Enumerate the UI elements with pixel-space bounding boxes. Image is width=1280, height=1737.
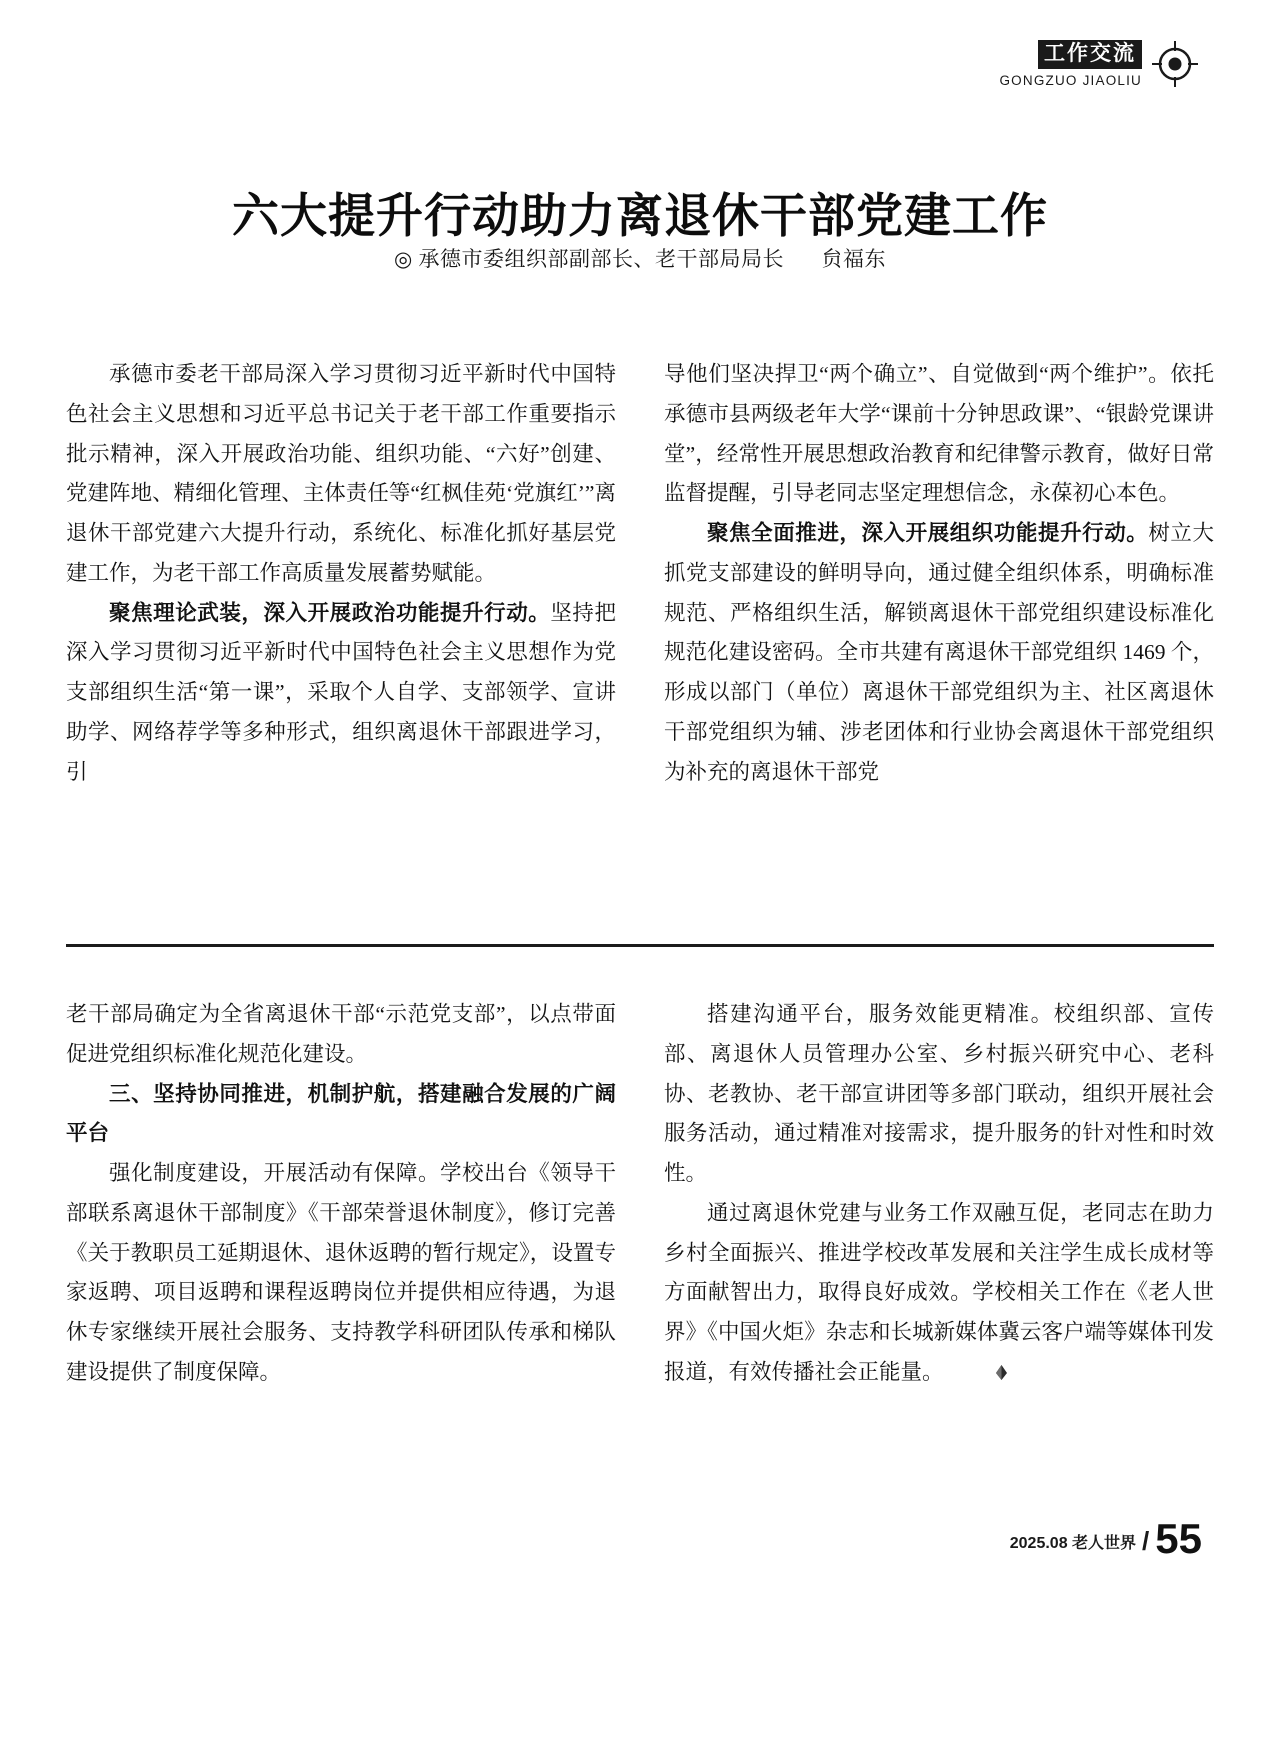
column-top-right xyxy=(664,355,1214,792)
paragraph: 老干部局确定为全省离退休干部“示范党支部”，以点带面促进党组织标准化规范化建设。 xyxy=(66,1002,616,1066)
issue-label: 2025.08 老人世界 xyxy=(1009,1535,1137,1552)
subhead-text: 聚焦理论武装，深入开展政治功能提升行动。 xyxy=(109,600,551,625)
section-title-cn: 工作交流 xyxy=(1038,40,1142,69)
paragraph: 搭建沟通平台，服务效能更精准。校组织部、宣传部、离退休人员管理办公室、乡村振兴研究中心、老科协、老教协、老干部宣讲团等多部门联动，组织开展社会服务活动，通过精准对接需求，提升服务的针对性和时效性。 xyxy=(664,1002,1214,1186)
paragraph: 承德市委老干部局深入学习贯彻习近平新时代中国特色社会主义思想和习近平总书记关于老干部工作重要指示批示精神，深入开展政治功能、组织功能、“六好”创建、党建阵地、精细化管理、主体责任等“红枫佳苑‘党旗红’”离退休干部党建六大提升行动，系统化、标准化抓好基层党建工作，为老干部工作高质量发展蓄势赋能。 xyxy=(66,362,616,585)
footer-slash: / xyxy=(1142,1526,1150,1556)
paragraph-subhead-run-in xyxy=(66,594,616,793)
section-label xyxy=(999,40,1142,89)
column-top-left xyxy=(66,355,616,792)
page-number: 55 xyxy=(1155,1515,1202,1563)
paragraph-subhead-run-in xyxy=(664,514,1214,792)
page-title: 六大提升行动助力离退休干部党建工作 xyxy=(232,189,1048,243)
byline xyxy=(0,243,1280,273)
article-body-bottom xyxy=(66,995,1214,1393)
paragraph-text: 通过离退休党建与业务工作双融互促，老同志在助力乡村全面振兴、推进学校改革发展和关注学生成长成材等方面献智出力，取得良好成效。学校相关工作在《老人世界》《中国火炬》杂志和长城新媒体冀云客户端等媒体刊发报道，有效传播社会正能量。 xyxy=(664,1200,1214,1384)
target-circle-icon xyxy=(1152,41,1198,87)
section-heading: 三、坚持协同推进，机制护航，搭建融合发展的广阔平台 xyxy=(66,1081,616,1146)
paragraph: 导他们坚决捍卫“两个确立”、自觉做到“两个维护”。依托承德市县两级老年大学“课前十分钟思政课”、“银龄党课讲堂”，经常性开展思想政治教育和纪律警示教育，做好日常监督提醒，引导老同志坚定理想信念，永葆初心本色。 xyxy=(664,362,1214,506)
paragraph-final xyxy=(664,1194,1214,1393)
column-bottom-left xyxy=(66,995,616,1393)
section-title-pinyin: GONGZUO JIAOLIU xyxy=(999,73,1142,89)
paragraph-text: 树立大抓党支部建设的鲜明导向，通过健全组织体系，明确标准规范、严格组织生活，解锁离退休干部党组织建设标准化规范化建设密码。全市共建有离退休干部党组织 1469 个，形成以部门（单位）离退休干部党组织为主、社区离退休干部党组织为辅、涉老团体和行业协会离退休干部党组织为补充的离退休干部党 xyxy=(664,521,1214,784)
page-footer xyxy=(1009,1515,1202,1563)
page-header xyxy=(999,40,1198,89)
article-body-top xyxy=(66,355,1214,792)
column-bottom-right xyxy=(664,995,1214,1393)
section-divider xyxy=(66,944,1214,947)
byline-author: 贠福东 xyxy=(821,247,887,271)
leaf-endmark-icon xyxy=(950,1355,967,1372)
subhead-text: 聚焦全面推进，深入开展组织功能提升行动。 xyxy=(707,521,1149,546)
byline-affiliation: 承德市委组织部副部长、老干部局局长 xyxy=(418,247,785,271)
paragraph-text: 坚持把深入学习贯彻习近平新时代中国特色社会主义思想作为党支部组织生活“第一课”，采取个人自学、支部领学、宣讲助学、网络荐学等多种形式，组织离退休干部跟进学习，引 xyxy=(66,600,616,784)
byline-marker: ◎ xyxy=(393,247,413,271)
paragraph: 强化制度建设，开展活动有保障。学校出台《领导干部联系离退休干部制度》《干部荣誉退休制度》，修订完善《关于教职员工延期退休、退休返聘的暂行规定》，设置专家返聘、项目返聘和课程返聘岗位并提供相应待遇，为退休专家继续开展社会服务、支持教学科研团队传承和梯队建设提供了制度保障。 xyxy=(66,1161,616,1384)
